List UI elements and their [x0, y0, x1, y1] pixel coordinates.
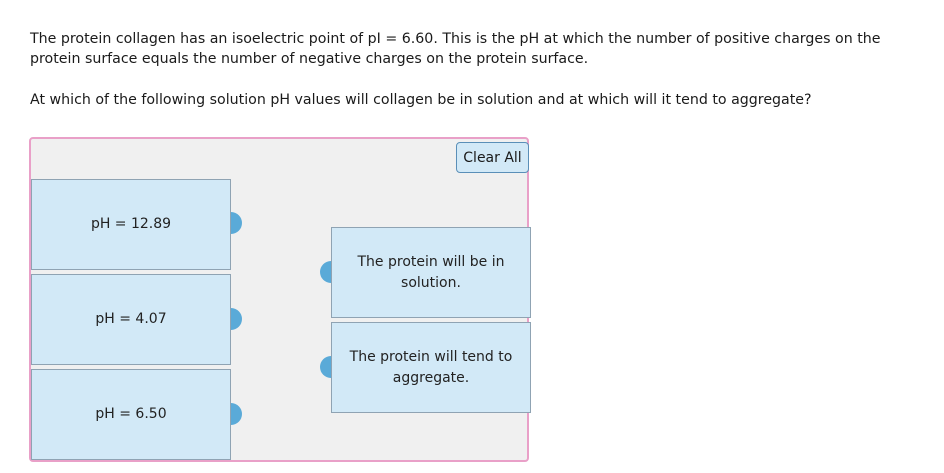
response-box-aggregate[interactable]: The protein will tend to aggregate. — [331, 322, 531, 413]
prompt-box-ph-4-07[interactable]: pH = 4.07 — [31, 274, 231, 365]
prompt-box-ph-6-50[interactable]: pH = 6.50 — [31, 369, 231, 460]
response-box-in-solution[interactable]: The protein will be in solution. — [331, 227, 531, 318]
question-paragraph-2: At which of the following solution pH values will collagen be in solution and at which will it tend to aggregate? — [30, 92, 812, 108]
clear-all-button[interactable]: Clear All — [456, 142, 529, 173]
prompt-box-ph-12-89[interactable]: pH = 12.89 — [31, 179, 231, 270]
question-paragraph-1: The protein collagen has an isoelectric point of pI = 6.60. This is the pH at which the number of positive charges on the protein surface equals the number of negative charges on the protein surface. — [30, 31, 881, 67]
